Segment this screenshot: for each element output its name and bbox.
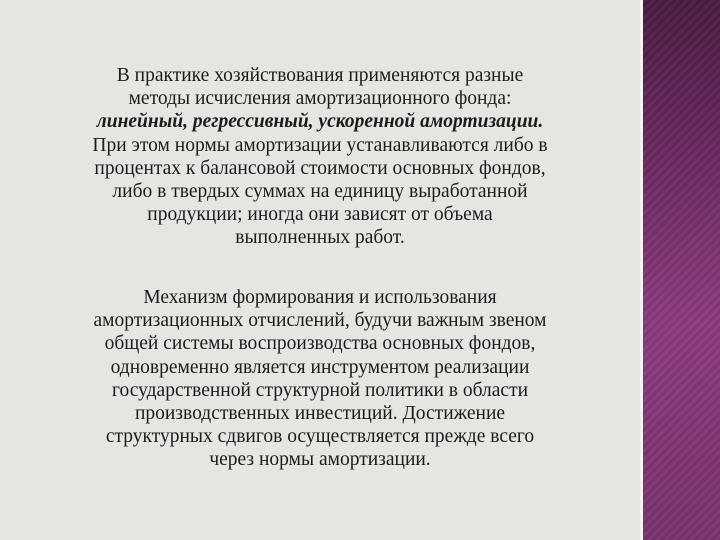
- text-line: одновременно является инструментом реализации: [110, 356, 530, 378]
- text-line: процентах к балансовой стоимости основных фондов,: [94, 157, 546, 179]
- text-line: государственной структурной политики в области: [111, 379, 529, 401]
- emphasized-methods: линейный, регрессивный, ускоренной амортизации.: [96, 111, 544, 133]
- text-line: через нормы амортизации.: [209, 449, 431, 471]
- text-line: В практике хозяйствования применяются разные: [116, 65, 524, 86]
- text-line: производственных инвестиций. Достижение: [134, 403, 506, 425]
- paragraph-amortization-methods: [22, 64, 618, 250]
- text-line: структурных сдвигов осуществляется прежде всего: [105, 426, 535, 448]
- text-line: продукции; иногда они зависят от объема: [147, 204, 493, 226]
- text-line: При этом нормы амортизации устанавливаются либо в: [92, 134, 548, 156]
- paragraph-amortization-mechanism: [22, 286, 618, 472]
- text-line: методы исчисления амортизационного фонда:: [128, 88, 512, 110]
- text-line: амортизационных отчислений, будучи важным звеном: [93, 310, 547, 332]
- decorative-sidebar: [643, 0, 720, 540]
- text-line: выполненных работ.: [235, 227, 405, 249]
- text-line: общей системы воспроизводства основных фондов,: [104, 333, 536, 355]
- text-line: Механизм формирования и использования: [143, 287, 497, 308]
- text-line: либо в твердых суммах на единицу выработанной: [112, 181, 528, 203]
